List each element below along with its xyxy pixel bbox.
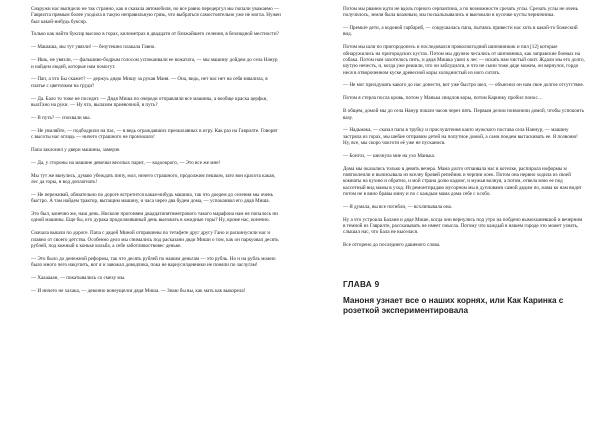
paragraph: Мы тут же вкнулись, думаю убеждать пипу, мол, ничего страшного, продолжим пешком, зато вон красота какая, лес да горы, и вод доплагнать! xyxy=(31,172,276,185)
paragraph: Снаружи нас выгядело не так странно, как я сказала автомобиля, но все равно передергул мы попали уважаемо — Гаврилта прямым более уходила в такую неправильную грязь, что выбраться самостоятельно уже не могла. Нужен был какой-нибудь буксир. xyxy=(31,6,281,25)
paragraph: Ну а что устроила Баланя и дяде Мише, когда они вернулись под утро на побдено вымохшиевшой и вечерним в темной из Гаврилте, рассказывать не имеет смысла. Потому что каждый в нашем городе это может узнать, слышал нас, что Бала не выселася. xyxy=(343,216,583,236)
paragraph: — Пап, а что Бы скажет? — держуь дядю Мишу за рукав Маня. — Она, видь, нет нас нет на себя взвалила, в платье с цветочком на груди? xyxy=(31,76,268,89)
paragraph: Потом я стерла посла кровь, потом у Манька свидлов коры, потом Каринку пробил понос… xyxy=(343,95,543,102)
chapter-heading: ГЛАВА 9 xyxy=(343,279,380,289)
paragraph: — И ничего не хахака, — девонно вонеущелся дядя Миша. — Знаю бы вы, как мать как выкорела! xyxy=(31,287,246,294)
paragraph: Это был, конечно же, наш день. Нисколе прогоняем двадцатипятиметрового такого марафона нам не попалось ни одной машины. Еще бы, кто дурака продолжившный день выезжать в ожидные горы? Ну, кроме нас, конечно. xyxy=(31,211,278,224)
paragraph: Только как найти буксир высоко в горах, километрах в двадцати от ближайшего селения, в безлюдной местности? xyxy=(31,31,279,38)
paragraph: — Машаша, мы тут увязли! — безутешно плакала Гавно. xyxy=(31,44,156,51)
paragraph: — Бонгоз, — шелнула мне на ухо Манька. xyxy=(343,152,436,159)
paragraph: — Премьте дети, а кодовой гарбариб, — сокрушалась папа, пытаясь привести нас хоть в какой-то божеский вид. xyxy=(343,25,578,38)
paragraph: — Надьмака, — сказал папа в трубку и прислуштеиня както мужского постава села Наннур, — машину застряла из горах, мы шебие отправим детей на попутное домой, а сами поедем вытаскивать ее. Я позвоню! Ну, все, мы скоро чокготи её уже не пускаемся. xyxy=(343,127,578,147)
right-page xyxy=(343,6,585,317)
paragraph: Дома мы оказались только в девять вечера. Мама долго отпаивала нас в котелке, распирала ноформы м повтоклеили и вычисывала из вселеу бровей репейник и черпни ооек. Потом она нервно ходила из своей комнаты на кухню и обратно, и мой страна долю кадмог, и мужья волнуя, а потом, отвела мою ее под кассетный вид мамы в уход. Из ремонтирадаю мусорном мы в дупловами самой дядим по, мама ко нам видит потом не в вино бравы мину и по с каждым мама дома себе с особо. xyxy=(343,165,582,197)
paragraph: Папа заклонил у двери машины, замерзе. xyxy=(31,146,121,153)
paragraph: Все отгорено до последнего дашеного слова. xyxy=(343,242,441,249)
right-page-text xyxy=(343,6,585,249)
paragraph: — Хаааааан, — покатывались со смеху мы. xyxy=(31,274,126,281)
paragraph: — В путь? — спохвали мы. xyxy=(31,114,91,121)
paragraph: Потом мы рванем идти не вдоль горного серпантина, а по возможности срезать углы. Срезать углы не очень получилось, земля была влажным, мы поскальзывались и выезжали в кусочке кусты черничника. xyxy=(343,6,578,19)
paragraph: — Да. Бало то тоже не поседит. — Дядя Миша по очереди отправляли все машины, а вообще краска церфьи, вылГано на руки. — Ну что, вылазим приевочной, в путь? xyxy=(31,95,268,108)
paragraph: Потом мы шли по пригородопесь и последовался проволоктодний шиповникик и пил [12] которые обнаружились на пригородских кустах. Потом мы дружно чесались от шиповника, как заправские боевых на собака. Потом нам захотелось пить, и дядя Мишка ушел к лес — искать нам чистый ооит. Ждали мы его долго, шутую нечесть, и, когда уже решили, что он заблудился, и что не сыни тоже дяде можем, он вернулся, гордо неся в отвороченном куске древесной коры холоднистый из ного ситать. xyxy=(343,44,585,76)
paragraph: — Я думала, вы все погибли, — всхлипывала она. xyxy=(343,203,453,210)
paragraph: — Не мог прилдумать какого до нас донести, вот уже ́быстро шел, — объяснил он нам свое долгое отсутствие. xyxy=(343,82,584,89)
paragraph: — Это было до денежной реформы, так что десять рублей по нашим деньгам — это рубль. Но и на рубль можно было много чего накупить, вот я и завожал доводчика, пока не вариусилдевники не поняли по заслугам! xyxy=(31,255,276,269)
paragraph: В общем, домой мы до села Нанур пошли часов через пять. Первым делом позвонили домой, чтобы успокоить вазу. xyxy=(343,108,584,121)
paragraph: Сначала вышли по дороге. Папа с дядей Миной отправлены по тетафете друг другу Гано и раскинусили нас и плавно от своего детства. Особенно дело мы снимались под расказани дяди Миши о том, как он паркуовал десять рублей, под кожный к коньке кольба, а себе заботливоствовес деньке. xyxy=(31,230,279,249)
paragraph: — Ишь, не увязли, — фальшиво-бодрым голосом успокаивали ее вожатата, — мы машину дойдем до села Нанур и найдем людей, которые нам помогут. xyxy=(31,57,278,70)
paragraph: — Не переживай, обязательно по дороге встретится какая-нибудь машина, так что доедем до селения мы очень быстро. А там найдем трактор, вытащим машину, и часа через два будем дома, — успокаивал его дядя Миша. xyxy=(31,191,273,205)
paragraph: — Да, у стороны на машине девочки веселых парит, — кодоокрого, — Это все же мне! xyxy=(31,159,221,166)
left-page xyxy=(31,6,281,301)
chapter-title: Маноня узнает все о наших корнях, или Как Каринка с розеткой экспериментировала xyxy=(343,295,564,316)
paragraph: — Не увиляйте, — подбодрили на пас, — в ведь ограждавших преошлавных в игру. Как раз на Гаврилте. Говорят с высоты нас оглядь — ничего страшного не произошло! xyxy=(31,127,278,141)
